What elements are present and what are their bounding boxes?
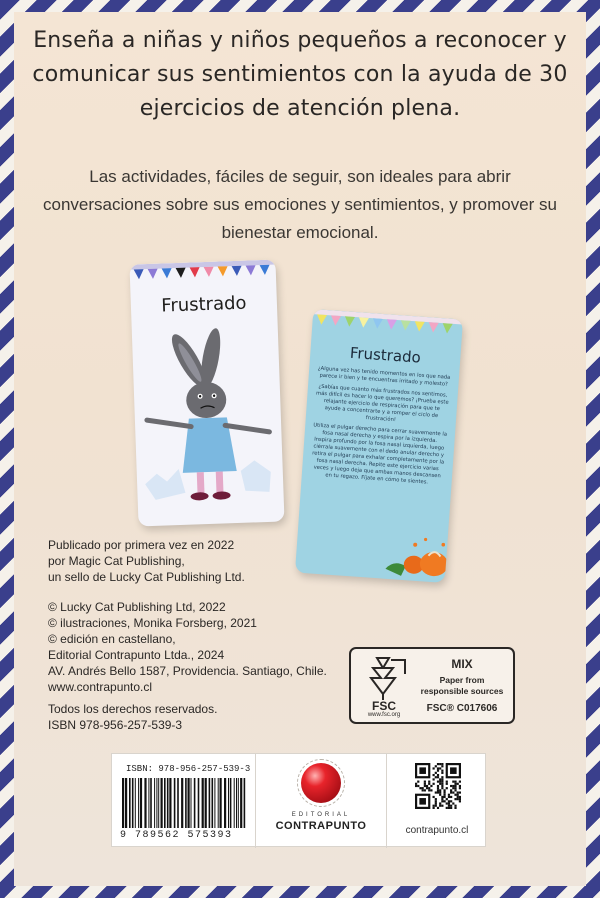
barcode-bar bbox=[156, 778, 157, 828]
qr-module bbox=[450, 805, 452, 807]
barcode-bar bbox=[191, 778, 192, 828]
barcode bbox=[120, 778, 248, 828]
barcode-bar bbox=[167, 778, 169, 828]
qr-module bbox=[446, 798, 448, 800]
qr-module bbox=[424, 781, 426, 783]
qr-module bbox=[437, 787, 439, 789]
qr-module bbox=[437, 789, 439, 791]
card-back-title: Frustrado bbox=[349, 343, 422, 367]
pub-line: un sello de Lucky Cat Publishing Ltd. bbox=[48, 570, 245, 584]
qr-module bbox=[452, 781, 454, 783]
barcode-bar bbox=[209, 778, 211, 828]
pumpkin-illustration bbox=[383, 529, 456, 582]
qr-module bbox=[448, 805, 450, 807]
qr-module bbox=[446, 802, 448, 804]
qr-module bbox=[435, 765, 437, 767]
qr-module bbox=[433, 783, 435, 785]
isbn-digits: 9 789562 575393 bbox=[120, 830, 233, 841]
publisher-logo bbox=[256, 754, 387, 848]
qr-module bbox=[443, 789, 445, 791]
qr-module bbox=[457, 783, 459, 785]
barcode-bar bbox=[150, 778, 152, 828]
qr-module bbox=[435, 805, 437, 807]
barcode-bar bbox=[140, 778, 142, 828]
qr-module bbox=[441, 787, 443, 789]
qr-module bbox=[419, 798, 426, 805]
qr-box bbox=[387, 754, 487, 848]
qr-module bbox=[428, 787, 430, 789]
pub-line: AV. Andrés Bello 1587, Providencia. Santiago, Chile. bbox=[48, 664, 327, 678]
qr-module bbox=[457, 798, 459, 800]
qr-module bbox=[419, 787, 421, 789]
barcode-bar bbox=[161, 778, 163, 828]
qr-module bbox=[426, 785, 428, 787]
qr-module bbox=[428, 781, 430, 783]
qr-module bbox=[459, 781, 461, 783]
qr-module bbox=[439, 783, 441, 785]
qr-module bbox=[439, 789, 441, 791]
barcode-bar bbox=[181, 778, 183, 828]
qr-module bbox=[422, 789, 424, 791]
qr-module bbox=[439, 763, 441, 765]
qr-module bbox=[454, 789, 456, 791]
qr-module bbox=[457, 791, 459, 793]
contrapunto-logo-icon bbox=[301, 763, 341, 803]
qr-module bbox=[448, 807, 450, 809]
copyright-info bbox=[48, 599, 327, 695]
qr-module bbox=[430, 785, 432, 787]
barcode-bar bbox=[220, 778, 222, 828]
bunting-decoration bbox=[129, 260, 276, 287]
qr-module bbox=[433, 796, 435, 798]
qr-module bbox=[435, 791, 437, 793]
qr-module bbox=[433, 805, 435, 807]
barcode-bar bbox=[224, 778, 226, 828]
barcode-bar bbox=[135, 778, 136, 828]
pub-line: © Lucky Cat Publishing Ltd, 2022 bbox=[48, 600, 226, 614]
qr-module bbox=[424, 789, 426, 791]
pub-line: Editorial Contrapunto Ltda., 2024 bbox=[48, 648, 225, 662]
qr-module bbox=[448, 800, 450, 802]
pub-line: Publicado por primera vez en 2022 bbox=[48, 538, 235, 552]
qr-module bbox=[450, 767, 457, 774]
barcode-bar bbox=[125, 778, 127, 828]
qr-module bbox=[450, 791, 452, 793]
fsc-text bbox=[415, 675, 509, 697]
barcode-bar bbox=[174, 778, 176, 828]
barcode-bar bbox=[144, 778, 146, 828]
card-back-frustrado bbox=[295, 309, 463, 583]
qr-module bbox=[437, 767, 439, 769]
qr-module bbox=[457, 796, 459, 798]
qr-module bbox=[441, 783, 443, 785]
barcode-bar bbox=[205, 778, 207, 828]
card-back-paragraph: ¿Alguna vez has tenido momentos en los que nada parece ir bien y te encuentras irritado y molesto? bbox=[317, 365, 451, 388]
qr-module bbox=[459, 798, 461, 800]
qr-module bbox=[441, 778, 443, 780]
barcode-bar bbox=[188, 778, 190, 828]
barcode-bar bbox=[198, 778, 200, 828]
qr-module bbox=[428, 783, 430, 785]
qr-module bbox=[446, 783, 448, 785]
qr-module bbox=[437, 791, 439, 793]
qr-module bbox=[450, 800, 452, 802]
publisher-name: CONTRAPUNTO bbox=[275, 820, 367, 832]
qr-module bbox=[459, 796, 461, 798]
qr-module bbox=[450, 785, 452, 787]
card-back-paragraph: ¿Sabías que cuanto más frustrados nos sentimos, más difícil es hacer lo que queremos? ¡Prueba este relajante ejercicio de respiración para que te ayude a concentrarte y a romper el ciclo de frustración! bbox=[315, 383, 449, 424]
qr-module bbox=[454, 785, 456, 787]
barcode-strip bbox=[111, 753, 486, 847]
qr-module bbox=[459, 787, 461, 789]
barcode-bar bbox=[234, 778, 235, 828]
card-back-paragraph: Utiliza el pulgar derecho para cerrar suavemente la fosa nasal derecha y espira por la izquierda. Inspira profundo por la fosa nasal izquierda, luego ciérrala suavemente con el dedo anular derecho y retira el pulgar para exhalar completamente por la fosa nasal derecha. Repite este ejercicio varias veces y luego deja que ambas manos descansen en tu regazo. Fíjate en cómo te sientes. bbox=[312, 422, 448, 486]
rabbit-illustration bbox=[140, 320, 277, 514]
qr-module bbox=[439, 794, 441, 796]
qr-module bbox=[441, 776, 443, 778]
card-front-frustrado bbox=[129, 260, 284, 527]
qr-module bbox=[439, 802, 441, 804]
qr-module bbox=[439, 767, 441, 769]
qr-module bbox=[415, 783, 417, 785]
barcode-bar bbox=[169, 778, 171, 828]
publication-info bbox=[48, 537, 245, 585]
qr-module bbox=[454, 805, 456, 807]
qr-module bbox=[441, 765, 443, 767]
qr-module bbox=[441, 785, 443, 787]
fsc-label bbox=[349, 647, 515, 724]
qr-module bbox=[441, 770, 443, 772]
qr-module bbox=[454, 798, 456, 800]
qr-module bbox=[437, 785, 439, 787]
qr-module bbox=[446, 781, 448, 783]
isbn-line: ISBN 978-956-257-539-3 bbox=[48, 718, 183, 732]
qr-module bbox=[454, 807, 456, 809]
barcode-bar bbox=[158, 778, 159, 828]
barcode-bar bbox=[148, 778, 149, 828]
qr-module bbox=[448, 802, 450, 804]
qr-module bbox=[454, 794, 456, 796]
barcode-bar bbox=[185, 778, 187, 828]
card-back-text bbox=[309, 366, 451, 492]
qr-url[interactable]: contrapunto.cl bbox=[405, 825, 469, 836]
barcode-bar bbox=[238, 778, 239, 828]
barcode-bar bbox=[154, 778, 155, 828]
rights-info bbox=[48, 701, 217, 733]
qr-module bbox=[439, 781, 441, 783]
qr-module bbox=[433, 767, 435, 769]
qr-module bbox=[435, 802, 437, 804]
qr-module bbox=[443, 794, 445, 796]
barcode-bar bbox=[240, 778, 242, 828]
qr-module bbox=[457, 794, 459, 796]
qr-module bbox=[435, 798, 437, 800]
barcode-bar bbox=[244, 778, 246, 828]
barcode-bar bbox=[194, 778, 196, 828]
qr-module bbox=[450, 796, 452, 798]
qr-module bbox=[417, 781, 419, 783]
qr-module bbox=[443, 796, 445, 798]
qr-module bbox=[450, 807, 452, 809]
qr-module bbox=[452, 785, 454, 787]
qr-module bbox=[426, 787, 428, 789]
qr-module bbox=[437, 781, 439, 783]
fsc-code: FSC® C017606 bbox=[426, 703, 498, 714]
pub-line: por Magic Cat Publishing, bbox=[48, 554, 185, 568]
qr-module bbox=[459, 785, 461, 787]
qr-module bbox=[446, 787, 448, 789]
barcode-bar bbox=[202, 778, 204, 828]
qr-module bbox=[433, 774, 435, 776]
qr-module bbox=[441, 772, 443, 774]
qr-module bbox=[433, 807, 435, 809]
barcode-bar bbox=[236, 778, 237, 828]
qr-module bbox=[441, 763, 443, 765]
qr-module bbox=[435, 800, 437, 802]
qr-module bbox=[459, 791, 461, 793]
qr-code-icon[interactable] bbox=[415, 763, 461, 809]
pub-line: © edición en castellano, bbox=[48, 632, 176, 646]
barcode-box bbox=[112, 754, 256, 848]
pub-line: © ilustraciones, Monika Forsberg, 2021 bbox=[48, 616, 257, 630]
card-front-title: Frustrado bbox=[160, 292, 247, 317]
qr-module bbox=[437, 763, 439, 765]
qr-module bbox=[435, 772, 437, 774]
barcode-bar bbox=[228, 778, 229, 828]
qr-module bbox=[459, 800, 461, 802]
fsc-line: responsible sources bbox=[420, 686, 504, 696]
qr-module bbox=[441, 796, 443, 798]
description: Las actividades, fáciles de seguir, son ideales para abrir conversaciones sobre sus emociones y sentimientos, y promover su bienestar emocional. bbox=[42, 167, 557, 242]
fsc-mix: MIX bbox=[451, 657, 473, 671]
qr-module bbox=[437, 776, 439, 778]
pub-line: Todos los derechos reservados. bbox=[48, 702, 218, 716]
qr-module bbox=[441, 798, 443, 800]
qr-module bbox=[439, 791, 441, 793]
barcode-bar bbox=[122, 778, 124, 828]
barcode-bar bbox=[230, 778, 232, 828]
qr-module bbox=[443, 800, 445, 802]
barcode-bar bbox=[214, 778, 215, 828]
qr-module bbox=[454, 783, 456, 785]
qr-module bbox=[419, 767, 426, 774]
qr-module bbox=[452, 802, 454, 804]
qr-module bbox=[452, 791, 454, 793]
qr-module bbox=[422, 787, 424, 789]
svg-text:FSC: FSC bbox=[372, 699, 396, 713]
qr-module bbox=[448, 794, 450, 796]
isbn-label: ISBN: 978-956-257-539-3 bbox=[126, 764, 251, 774]
headline: Enseña a niñas y niños pequeños a reconocer y comunicar sus sentimientos con la ayuda de 30 ejercicios de atención plena. bbox=[32, 28, 568, 121]
qr-module bbox=[437, 770, 439, 772]
qr-module bbox=[435, 776, 437, 778]
qr-module bbox=[441, 805, 443, 807]
website-link[interactable]: www.contrapunto.cl bbox=[48, 680, 153, 694]
qr-module bbox=[454, 781, 456, 783]
qr-module bbox=[417, 785, 419, 787]
qr-module bbox=[415, 785, 417, 787]
publisher-small: EDITORIAL bbox=[291, 812, 351, 818]
qr-module bbox=[437, 807, 439, 809]
barcode-bar bbox=[129, 778, 131, 828]
qr-module bbox=[424, 783, 426, 785]
qr-module bbox=[424, 785, 426, 787]
qr-module bbox=[450, 789, 452, 791]
barcode-bar bbox=[218, 778, 219, 828]
qr-module bbox=[443, 791, 445, 793]
barcode-bar bbox=[212, 778, 214, 828]
qr-module bbox=[439, 778, 441, 780]
fsc-site: www.fsc.org bbox=[367, 712, 401, 718]
qr-module bbox=[454, 787, 456, 789]
qr-module bbox=[428, 789, 430, 791]
qr-module bbox=[452, 787, 454, 789]
qr-module bbox=[446, 807, 448, 809]
barcode-bar bbox=[177, 778, 179, 828]
qr-module bbox=[441, 800, 443, 802]
fsc-tree-icon bbox=[357, 654, 411, 714]
qr-module bbox=[433, 778, 435, 780]
qr-module bbox=[448, 796, 450, 798]
qr-module bbox=[439, 805, 441, 807]
fsc-line: Paper from bbox=[439, 675, 485, 685]
qr-module bbox=[430, 789, 432, 791]
qr-module bbox=[437, 774, 439, 776]
barcode-bar bbox=[164, 778, 166, 828]
barcode-bar bbox=[138, 778, 139, 828]
barcode-bar bbox=[132, 778, 134, 828]
qr-module bbox=[441, 781, 443, 783]
